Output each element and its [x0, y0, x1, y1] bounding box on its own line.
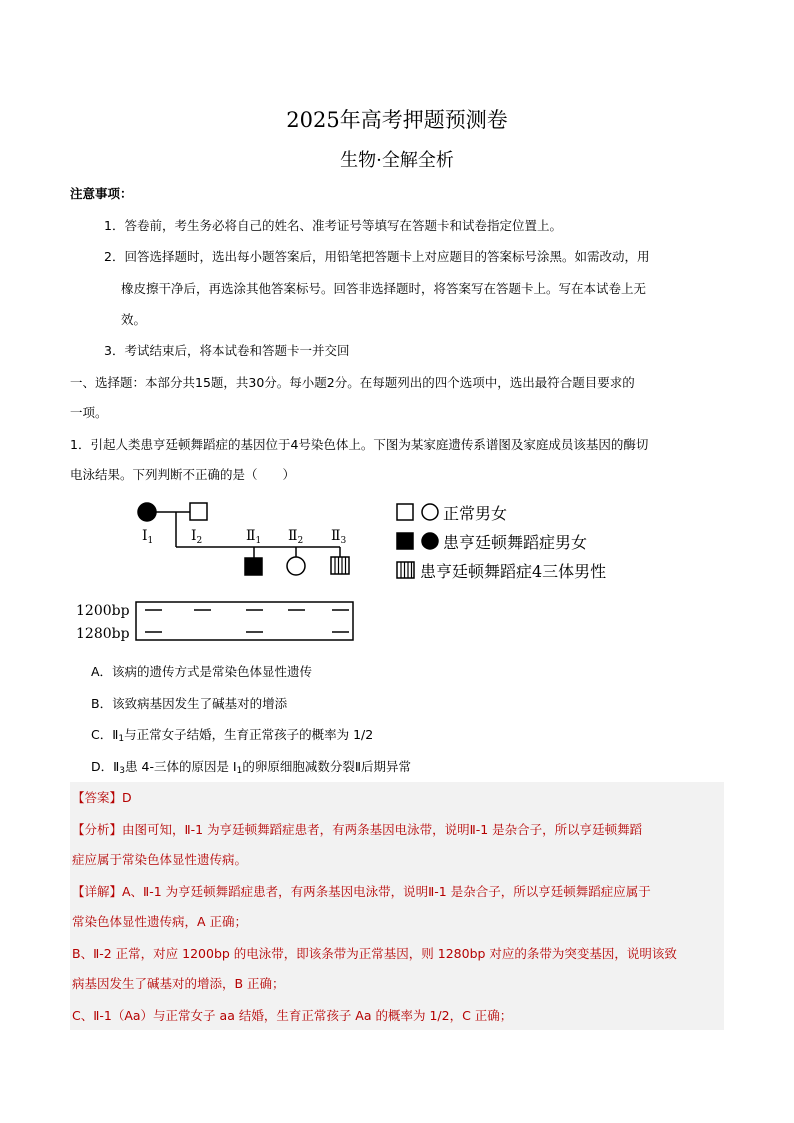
legend-affected-male-icon — [397, 533, 413, 549]
detail-line-b: B、Ⅱ-2 正常，对应 1200bp 的电泳带，即该条带为正常基因，则 1280bp 对应的条带为突变基因，说明该致 — [72, 946, 677, 961]
option-b: B．该致病基因发生了碱基对的增添 — [91, 696, 288, 711]
label-I1: $Ⅰ_1$ — [142, 528, 154, 546]
legend-trisomy-icon — [397, 562, 414, 578]
gel-frame — [136, 602, 353, 640]
notice-item-2: 2．回答选择题时，选出每小题答案后，用铅笔把答题卡上对应题目的答案标号涂黑。如需改动，用 — [104, 249, 650, 264]
document-subtitle: 生物·全解全析 — [340, 150, 454, 171]
pedigree-II1-affected-male — [245, 558, 262, 575]
pedigree-II3-trisomy-male — [331, 557, 349, 574]
label-II1: $Ⅱ_1$ — [246, 528, 262, 546]
detail-line-a-cont: 常染色体显性遗传病，A 正确； — [72, 914, 248, 929]
section-heading-cont: 一项。 — [70, 405, 108, 420]
legend-trisomy-label: 患亨廷顿舞蹈症4三体男性 — [420, 562, 607, 581]
answer-block — [70, 782, 724, 1030]
detail-line-b-cont: 病基因发生了碱基对的增添，B 正确； — [72, 976, 285, 991]
section-heading: 一、选择题：本部分共15题，共30分。每小题2分。在每题列出的四个选项中，选出最符合题目要求的 — [70, 375, 635, 390]
label-I2: $Ⅰ_2$ — [191, 528, 203, 546]
option-d: D．$Ⅱ_3$患 4-三体的原因是 $Ⅰ_1$的卵原细胞减数分裂Ⅱ后期异常 — [91, 759, 412, 776]
notice-heading: 注意事项： — [70, 186, 133, 201]
analysis-line-cont: 症应属于常染色体显性遗传病。 — [72, 852, 248, 867]
legend-normal-label: 正常男女 — [443, 504, 508, 523]
gel-label-1280bp: 1280bp — [76, 626, 130, 642]
gel-label-1200bp: 1200bp — [76, 603, 130, 619]
legend-affected-female-icon — [422, 533, 438, 549]
pedigree-II2-normal-female — [287, 557, 305, 575]
pedigree-figure — [0, 490, 794, 650]
detail-line-c: C、Ⅱ-1（Aa）与正常女子 aa 结婚，生育正常孩子 Aa 的概率为 1/2，C 正确； — [72, 1008, 513, 1023]
analysis-line: 【分析】由图可知，Ⅱ-1 为亨廷顿舞蹈症患者，有两条基因电泳带，说明Ⅱ-1 是杂合子，所以亨廷顿舞蹈 — [72, 822, 643, 837]
label-II2: $Ⅱ_2$ — [288, 528, 304, 546]
question-stem: 1．引起人类患亨廷顿舞蹈症的基因位于4号染色体上。下图为某家庭遗传系谱图及家庭成员该基因的酶切 — [70, 437, 649, 452]
label-II3: $Ⅱ_3$ — [331, 528, 347, 546]
notice-item-2-cont: 橡皮擦干净后，再选涂其他答案标号。回答非选择题时，将答案写在答题卡上。写在本试卷上无 — [121, 281, 647, 296]
notice-item-3: 3．考试结束后，将本试卷和答题卡一并交回 — [104, 343, 350, 358]
question-stem-cont: 电泳结果。下列判断不正确的是（ ） — [70, 467, 296, 482]
detail-line-a: 【详解】A、Ⅱ-1 为亨廷顿舞蹈症患者，有两条基因电泳带，说明Ⅱ-1 是杂合子，所以亨廷顿舞蹈症应属于 — [72, 884, 651, 899]
option-c: C．$Ⅱ_1$与正常女子结婚，生育正常孩子的概率为 1/2 — [91, 727, 374, 744]
legend-affected-label: 患亨廷顿舞蹈症男女 — [443, 533, 588, 552]
notice-item-1: 1．答卷前，考生务必将自己的姓名、准考证号等填写在答题卡和试卷指定位置上。 — [104, 218, 562, 233]
pedigree-I1-affected-female — [138, 503, 156, 521]
legend-normal-female-icon — [422, 504, 438, 520]
notice-item-2-end: 效。 — [121, 312, 147, 327]
option-a: A．该病的遗传方式是常染色体显性遗传 — [91, 664, 313, 679]
answer-line: 【答案】D — [72, 790, 132, 805]
pedigree-I2-normal-male — [190, 503, 207, 520]
document-title: 2025年高考押题预测卷 — [286, 108, 508, 132]
legend-normal-male-icon — [397, 504, 413, 520]
